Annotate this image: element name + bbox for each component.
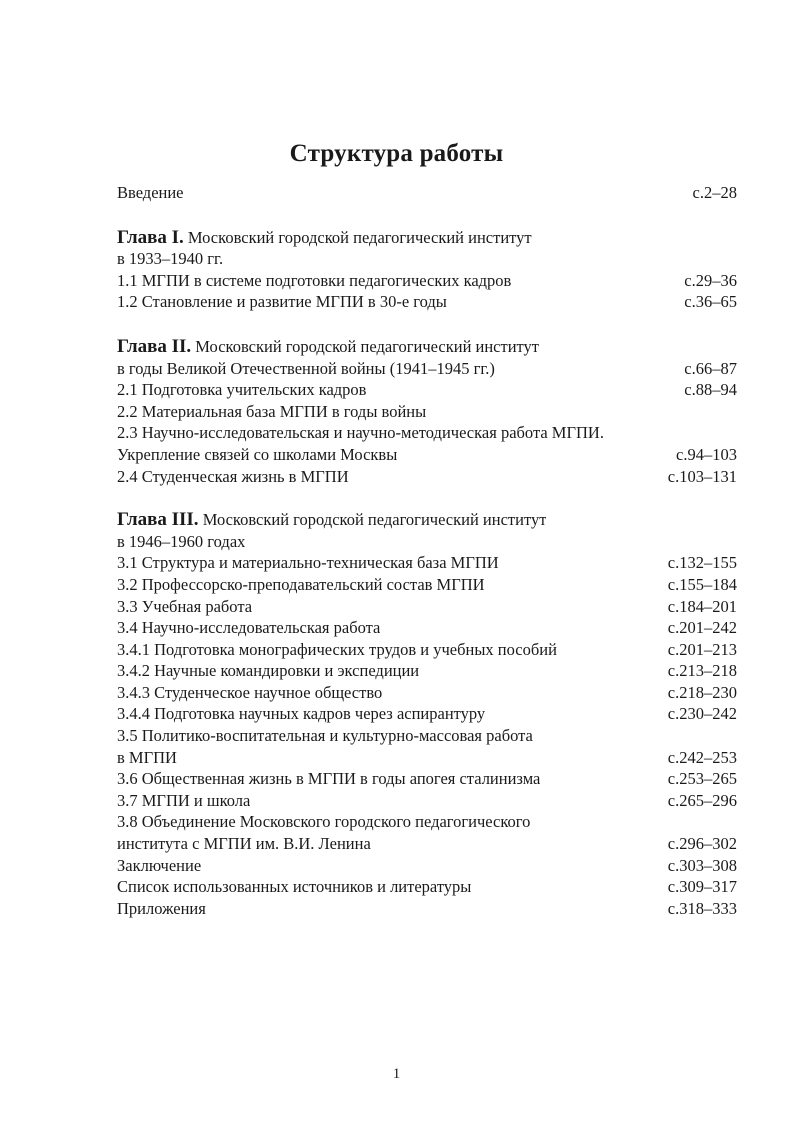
- toc-entry: 1.2 Становление и развитие МГПИ в 30-е годы с.36–65: [117, 292, 737, 312]
- table-of-contents: [117, 182, 737, 919]
- chapter-3-title: Московский городской педагогический институт: [202, 510, 547, 530]
- chapter-2-heading: [117, 336, 737, 358]
- toc-entry: в МГПИ с.242–253: [117, 747, 737, 767]
- toc-entry: 3.4.3 Студенческое научное общество с.218–230: [117, 682, 737, 702]
- chapter-2-title-page: с.66–87: [684, 358, 737, 378]
- toc-entry: 1.1 МГПИ в системе подготовки педагогических кадров с.29–36: [117, 270, 737, 290]
- toc-entry: Заключение с.303–308: [117, 855, 737, 875]
- toc-entry: 3.3 Учебная работа с.184–201: [117, 596, 737, 616]
- chapter-1-heading-cont: [117, 248, 737, 270]
- chapter-3-heading-cont: [117, 531, 737, 553]
- chapter-2-heading-cont: [117, 358, 737, 380]
- chapter-2-label: Глава II.: [117, 335, 192, 357]
- toc-entry: 3.7 МГПИ и школа с.265–296: [117, 790, 737, 810]
- chapter-1-label: Глава I.: [117, 226, 184, 248]
- toc-entry: 3.4.4 Подготовка научных кадров через аспирантуру с.230–242: [117, 704, 737, 724]
- toc-entry-introduction: [117, 182, 737, 204]
- page-title: Структура работы: [289, 140, 504, 167]
- toc-entry: 3.6 Общественная жизнь в МГПИ в годы апогея сталинизма с.253–265: [117, 769, 737, 789]
- chapter-3-label: Глава III.: [117, 509, 199, 531]
- toc-entry: 3.2 Профессорско-преподавательский состав МГПИ с.155–184: [117, 574, 737, 594]
- toc-entry-text: Введение: [117, 183, 184, 202]
- toc-entry: института с МГПИ им. В.И. Ленина с.296–302: [117, 834, 737, 854]
- chapter-2-title-cont: в годы Великой Отечественной войны (1941–1945 гг.): [117, 358, 495, 378]
- chapter-2-title: Московский городской педагогический институт: [195, 336, 540, 356]
- toc-entry: Список использованных источников и литературы с.309–317: [117, 877, 737, 897]
- toc-entry: 3.1 Структура и материально-техническая база МГПИ с.132–155: [117, 553, 737, 573]
- toc-entry: 3.5 Политико-воспитательная и культурно-массовая работа: [117, 726, 533, 746]
- chapter-1-heading: [117, 227, 737, 249]
- toc-entry-page: с.2–28: [692, 183, 737, 202]
- chapter-1-title: Московский городской педагогический институт: [187, 227, 532, 247]
- page-number: 1: [392, 1066, 401, 1082]
- chapter-1-title-cont: в 1933–1940 гг.: [117, 249, 224, 269]
- toc-entry: 2.2 Материальная база МГПИ в годы войны: [117, 401, 427, 421]
- toc-entry: 3.4.1 Подготовка монографических трудов и учебных пособий с.201–213: [117, 639, 737, 659]
- toc-entry: 3.8 Объединение Московского городского педагогического: [117, 812, 531, 832]
- toc-entry: 2.4 Студенческая жизнь в МГПИ с.103–131: [117, 466, 737, 486]
- toc-entry: Укрепление связей со школами Москвы с.94–103: [117, 444, 737, 464]
- toc-entry: 3.4 Научно-исследовательская работа с.201–242: [117, 618, 737, 638]
- chapter-3-title-cont: в 1946–1960 годах: [117, 531, 246, 551]
- toc-entry: 2.3 Научно-исследовательская и научно-методическая работа МГПИ.: [117, 423, 604, 443]
- toc-entry: 2.1 Подготовка учительских кадров с.88–94: [117, 380, 737, 400]
- toc-entry: Приложения с.318–333: [117, 898, 737, 918]
- chapter-3-heading: [117, 509, 737, 531]
- toc-entry: 3.4.2 Научные командировки и экспедиции с.213–218: [117, 661, 737, 681]
